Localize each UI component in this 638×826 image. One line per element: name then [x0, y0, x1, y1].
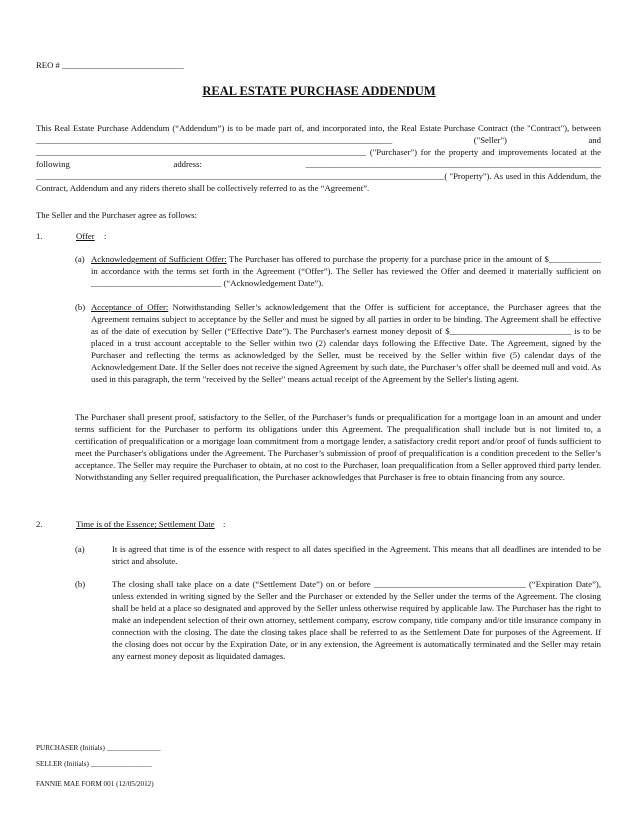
- item-label: Acceptance of Offer:: [91, 302, 169, 312]
- item-text: The closing shall take place on a date (“Settlement Date”) on or before ___________________________________ (“Expiration Date”), unless extended in writing signed by the Seller and the Purchaser or extended by the Seller under the terms of the Agreement. The closing shall be held at a place so designated and approved by the Seller unless otherwise required by applicable law. The Purchaser has the right to make an independent selection of their own attorney, settlement company, escrow company, title company and/or title insurance company in connection with the closing. The date the closing takes place shall be referred to as the Settlement Date for purposes of the Agreement. If the closing does not occur by the Expiration Date, or in any extension, the Agreement is automatically terminated and the Seller may retain any earnest money deposit as liquidated damages.: [112, 579, 601, 662]
- item-body: [91, 301, 601, 385]
- item-text: The Purchaser has offered to purchase the property for a purchase price in the amount of $____________ in accordance with the terms set forth in the Agreement (“Offer”). The Seller has reviewed the Offer and deemed it materially sufficient on ______________________________ (“Acknowledgement Date”).: [91, 254, 601, 289]
- section-number: 1.: [36, 231, 43, 241]
- item-body: [91, 253, 601, 289]
- seller-initials-line: SELLER (Initials) _________________: [36, 760, 152, 768]
- section-2-header: [36, 518, 601, 532]
- form-identifier: FANNIE MAE FORM 001 (12/05/2012): [36, 780, 154, 788]
- intro-paragraph: This Real Estate Purchase Addendum (“Addendum”) is to be made part of, and incorporated into, the Real Estate Purchase Contract (the "Contract"), between __________________________________________________________________________________ ("Seller") and ____________________________________________________________________________ ("Purchaser") for the property and improvements located at the following address: ____________________________________________________________________ ______________________________________________________________________________________________( "Property"). As used in this Addendum, the Contract, Addendum and any riders thereto shall be collectively referred to as the “Agreement”.: [36, 123, 601, 194]
- purchaser-initials-line: PURCHASER (Initials) _______________: [36, 744, 161, 752]
- item-text: Notwithstanding Seller’s acknowledgement that the Offer is sufficient for acceptance, the Purchaser agrees that the Agreement remains subject to acceptance by the Seller and must be signed by all parties in order to be binding. The Agreement shall be effective as of the date of execution by Seller (“Effective Date”). The Purchaser's earnest money deposit of $____________________________ is to be placed in a trust account acceptable to the Seller within two (2) calendar days following the Effective Date. The Agreement, signed by the Purchaser and reflecting the terms as acknowledged by the Seller, must be received by the Seller within five (5) calendar days of the Acknowledgement Date. If the Seller does not receive the signed Agreement by such date, the Purchaser’s offer shall be deemed null and void. As used in this paragraph, the term "received by the Seller" means actual receipt of the Agreement by the Seller's listing agent.: [91, 302, 601, 385]
- section-1-header: [36, 230, 601, 244]
- section-number: 2.: [36, 519, 43, 529]
- item-marker: (a): [75, 254, 85, 264]
- section-2a: [75, 543, 601, 569]
- section-heading: [76, 230, 95, 242]
- reo-number-line: REO # ____________________________: [36, 60, 184, 70]
- item-label: Acknowledgement of Sufficient Offer:: [91, 254, 227, 264]
- section-heading-colon: :: [104, 231, 107, 241]
- item-marker: (a): [75, 544, 85, 554]
- item-text: It is agreed that time is of the essence with respect to all dates specified in the Agreement. This means that all deadlines are intended to be strict and absolute.: [112, 544, 601, 567]
- section-1b: [75, 301, 601, 401]
- prequalification-paragraph: The Purchaser shall present proof, satisfactory to the Seller, of the Purchaser’s funds or prequalification for a mortgage loan in an amount and under terms sufficient for the Purchaser to perform its obligations under this Agreement. The prequalification shall include but is not limited to, a certification of prequalification or a mortgage loan commitment from a mortgage lender, a satisfactory credit report and/or proof of funds sufficient to meet the Purchaser's obligations under the Agreement. The Purchaser’s submission of proof of prequalification is a condition precedent to the Seller’s acceptance. The Seller may require the Purchaser to obtain, at no cost to the Purchaser, loan prequalification from a Seller approved third party lender. Notwithstanding any Seller required prequalification, the Purchaser acknowledges that Purchaser is free to obtain financing from any source.: [75, 412, 601, 483]
- section-2b: [75, 578, 601, 678]
- section-heading-colon: :: [223, 519, 226, 529]
- item-marker: (b): [75, 302, 86, 312]
- section-heading: Time is of the Essence; Settlement Date: [76, 519, 215, 529]
- section-1a: [75, 253, 601, 293]
- item-marker: (b): [75, 579, 86, 589]
- document-title: REAL ESTATE PURCHASE ADDENDUM: [202, 84, 436, 98]
- agree-statement: The Seller and the Purchaser agree as follows:: [36, 210, 197, 220]
- section-heading-text: Offer: [76, 231, 95, 241]
